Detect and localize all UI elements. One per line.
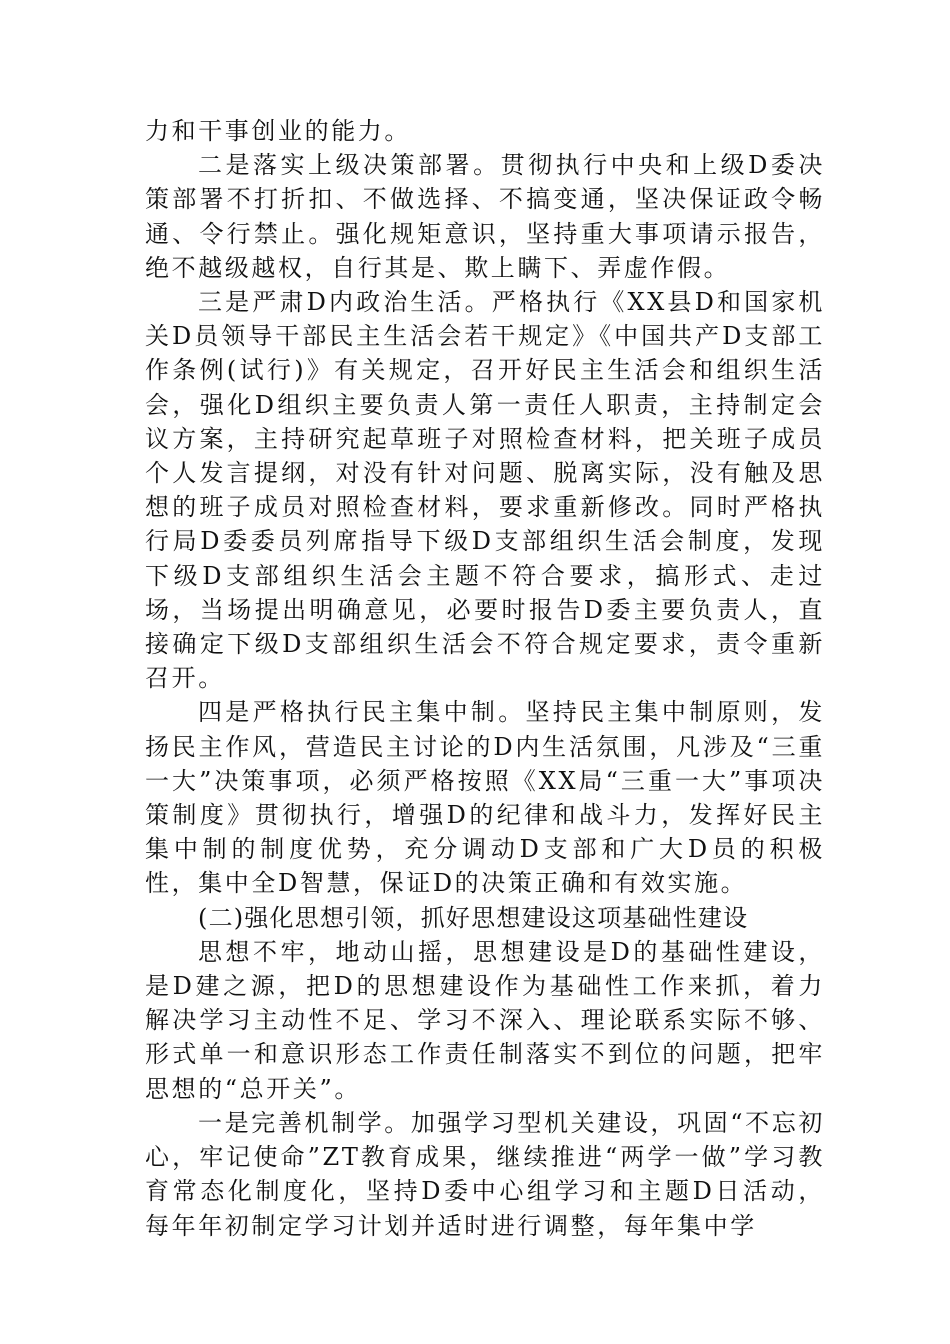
section-heading: (二)强化思想引领，抓好思想建设这项基础性建设	[198, 903, 749, 932]
paragraph-democratic-centralism: 四是严格执行民主集中制。坚持民主集中制原则，发扬民主作风，营造民主讨论的D内生活氛围，凡涉及“三重一大”决策事项，必须严格按照《XX局“三重一大”事项决策制度》贯彻执行，增强D的纪律和战斗力，发挥好民主集中制的制度优势，充分调动D支部和广大D员的积极性，集中全D智慧，保证D的决策正确和有效实施。	[145, 698, 825, 898]
paragraph-party-political-life: 三是严肃D内政治生活。严格执行《XX县D和国家机关D员领导干部民主生活会若干规定》《中国共产D支部工作条例(试行)》有关规定，召开好民主生活会和组织生活会，强化D组织主要负责人第一责任人职责，主持制定会议方案，主持研究起草班子对照检查材料，把关班子成员个人发言提纲，对没有针对问题、脱离实际，没有触及思想的班子成员对照检查材料，要求重新修改。同时严格执行局D委委员列席指导下级D支部组织生活会制度，发现下级D支部组织生活会主题不符合要求，搞形式、走过场，当场提出明确意见，必要时报告D委主要负责人，直接确定下级D支部组织生活会不符合规定要求，责令重新召开。	[145, 288, 825, 693]
paragraph-continuation: 力和干事创业的能力。	[145, 117, 411, 145]
paragraph-ideological-building: 思想不牢，地动山摇，思想建设是D的基础性建设，是D建之源，把D的思想建设作为基础性工作来抓，着力解决学习主动性不足、学习不深入、理论联系实际不够、形式单一和意识形态工作责任制落实不到位的问题，把牢思想的“总开关”。	[145, 937, 825, 1103]
document-body	[145, 114, 825, 1243]
paragraph-improve-study-mechanism: 一是完善机制学。加强学习型机关建设，巩固“不忘初心，牢记使命”ZT教育成果，继续推进“两学一做”学习教育常态化制度化，坚持D委中心组学习和主题D日活动，每年年初制定学习计划并适时进行调整，每年集中学	[145, 1108, 825, 1240]
paragraph-implement-decisions: 二是落实上级决策部署。贯彻执行中央和上级D委决策部署不打折扣、不做选择、不搞变通，坚决保证政令畅通、令行禁止。强化规矩意识，坚持重大事项请示报告，绝不越级越权，自行其是、欺上瞒下、弄虚作假。	[145, 151, 825, 282]
